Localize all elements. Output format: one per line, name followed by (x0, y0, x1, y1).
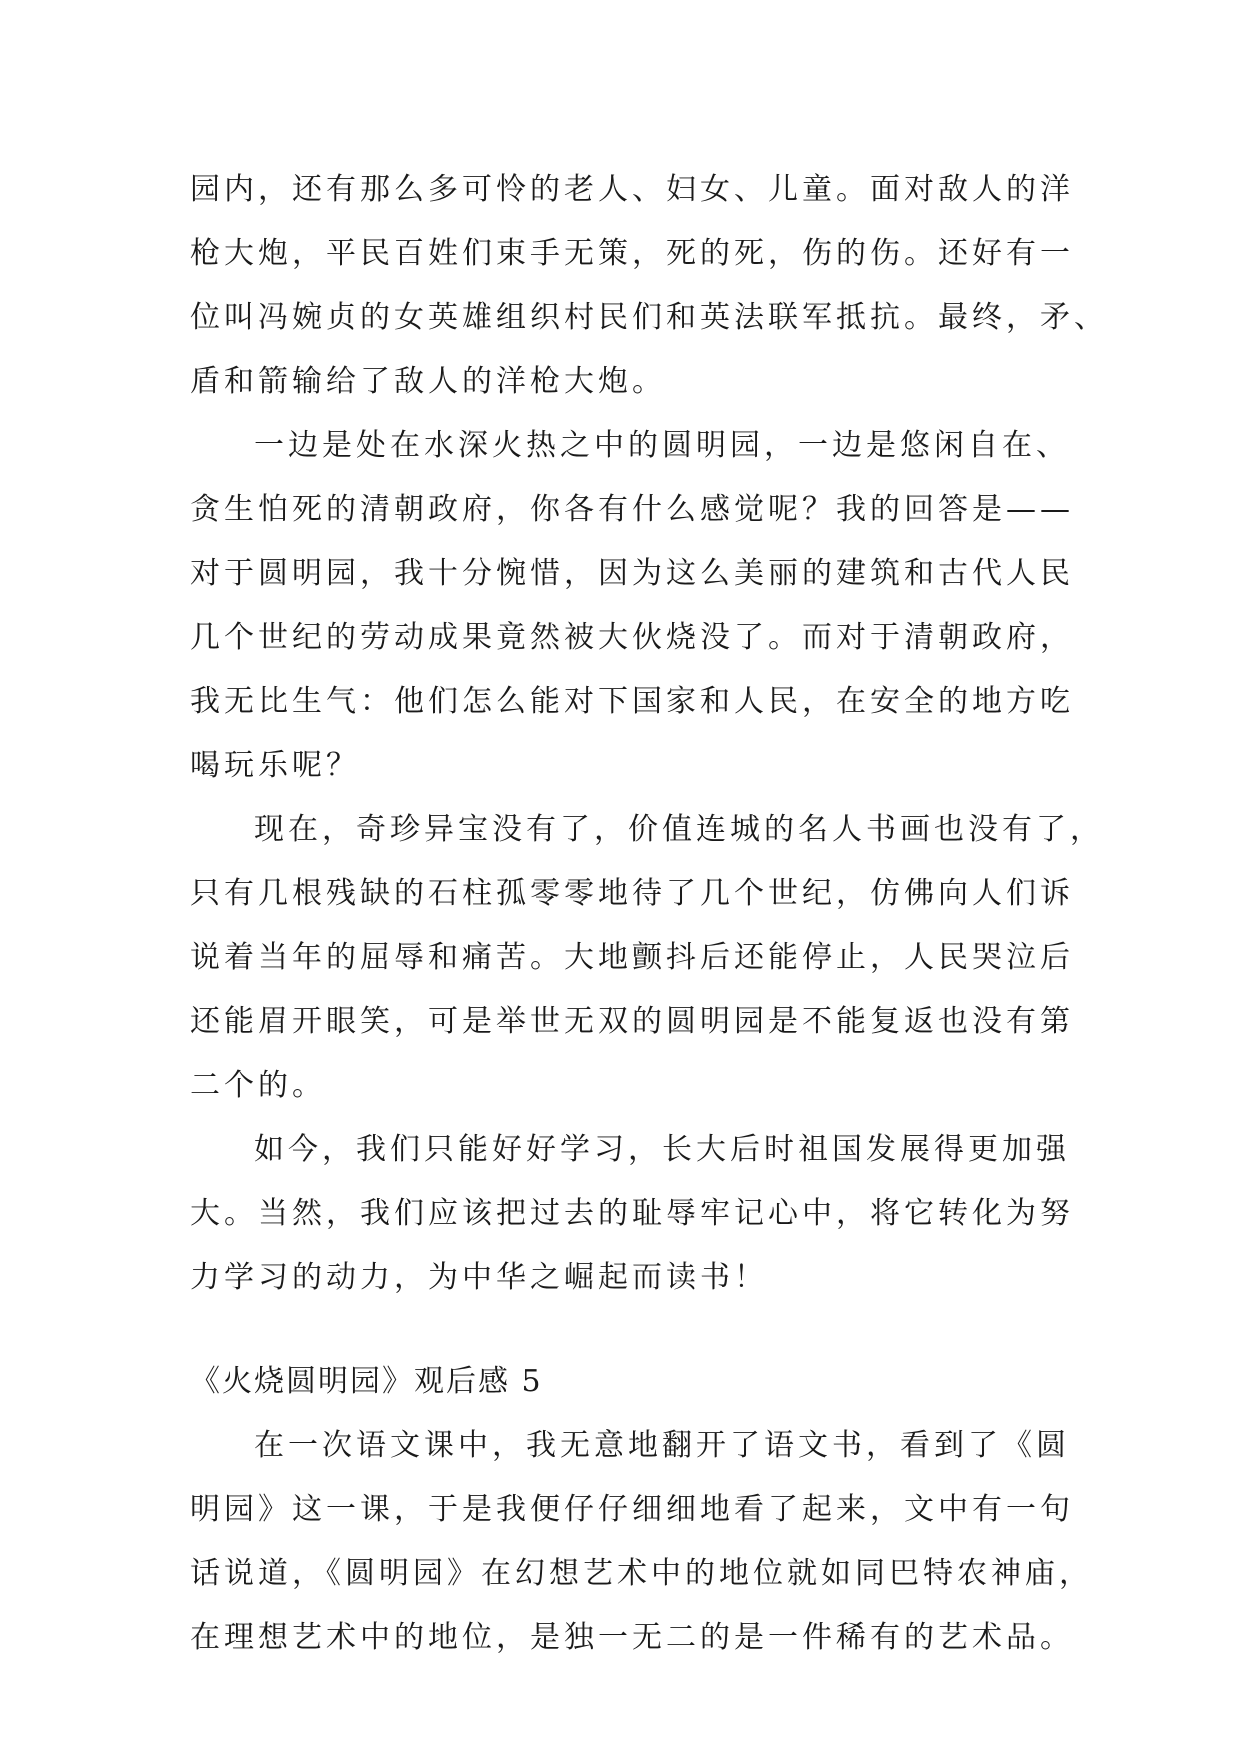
text-line: 对于圆明园，我十分惋惜，因为这么美丽的建筑和古代人民 (190, 556, 1074, 591)
text-line: 一边是处在水深火热之中的圆明园，一边是悠闲自在、 (254, 428, 1070, 463)
text-line: 喝玩乐呢？ (190, 748, 360, 783)
text-line: 现在，奇珍异宝没有了，价值连城的名人书画也没有了， (254, 812, 1104, 847)
text-line: 位叫冯婉贞的女英雄组织村民们和英法联军抵抗。最终，矛、 (190, 300, 1108, 335)
text-line: 还能眉开眼笑，可是举世无双的圆明园是不能复返也没有第 (190, 1004, 1074, 1039)
text-line: 如今，我们只能好好学习，长大后时祖国发展得更加强 (254, 1132, 1070, 1167)
text-line: 话说道，《圆明园》在幻想艺术中的地位就如同巴特农神庙， (190, 1556, 1093, 1591)
text-line: 盾和箭输给了敌人的洋枪大炮。 (190, 364, 666, 399)
text-line: 在理想艺术中的地位，是独一无二的是一件稀有的艺术品。 (190, 1620, 1074, 1655)
paragraph (190, 1118, 1074, 1310)
section-title: 《火烧圆明园》观后感 5 (190, 1364, 543, 1399)
text-line: 我无比生气：他们怎么能对下国家和人民，在安全的地方吃 (190, 684, 1074, 719)
text-line: 枪大炮，平民百姓们束手无策，死的死，伤的伤。还好有一 (190, 236, 1074, 271)
text-line: 园内，还有那么多可怜的老人、妇女、儿童。面对敌人的洋 (190, 172, 1074, 207)
text-line: 几个世纪的劳动成果竟然被大伙烧没了。而对于清朝政府， (190, 620, 1074, 655)
paragraph (190, 414, 1074, 798)
paragraph (190, 158, 1108, 414)
text-line: 力学习的动力，为中华之崛起而读书！ (190, 1260, 768, 1295)
text-line: 贪生怕死的清朝政府，你各有什么感觉呢？我的回答是—— (190, 492, 1074, 527)
text-line: 大。当然，我们应该把过去的耻辱牢记心中，将它转化为努 (190, 1196, 1074, 1231)
text-line: 只有几根残缺的石柱孤零零地待了几个世纪，仿佛向人们诉 (190, 876, 1074, 911)
text-line: 二个的。 (190, 1068, 326, 1103)
document-page (190, 158, 1108, 1670)
section-spacer (190, 1310, 1070, 1350)
paragraph (190, 1414, 1093, 1670)
paragraph (190, 798, 1104, 1118)
text-line: 在一次语文课中，我无意地翻开了语文书，看到了《圆 (254, 1428, 1070, 1463)
text-line: 说着当年的屈辱和痛苦。大地颤抖后还能停止，人民哭泣后 (190, 940, 1074, 975)
text-line: 明园》这一课，于是我便仔仔细细地看了起来，文中有一句 (190, 1492, 1074, 1527)
